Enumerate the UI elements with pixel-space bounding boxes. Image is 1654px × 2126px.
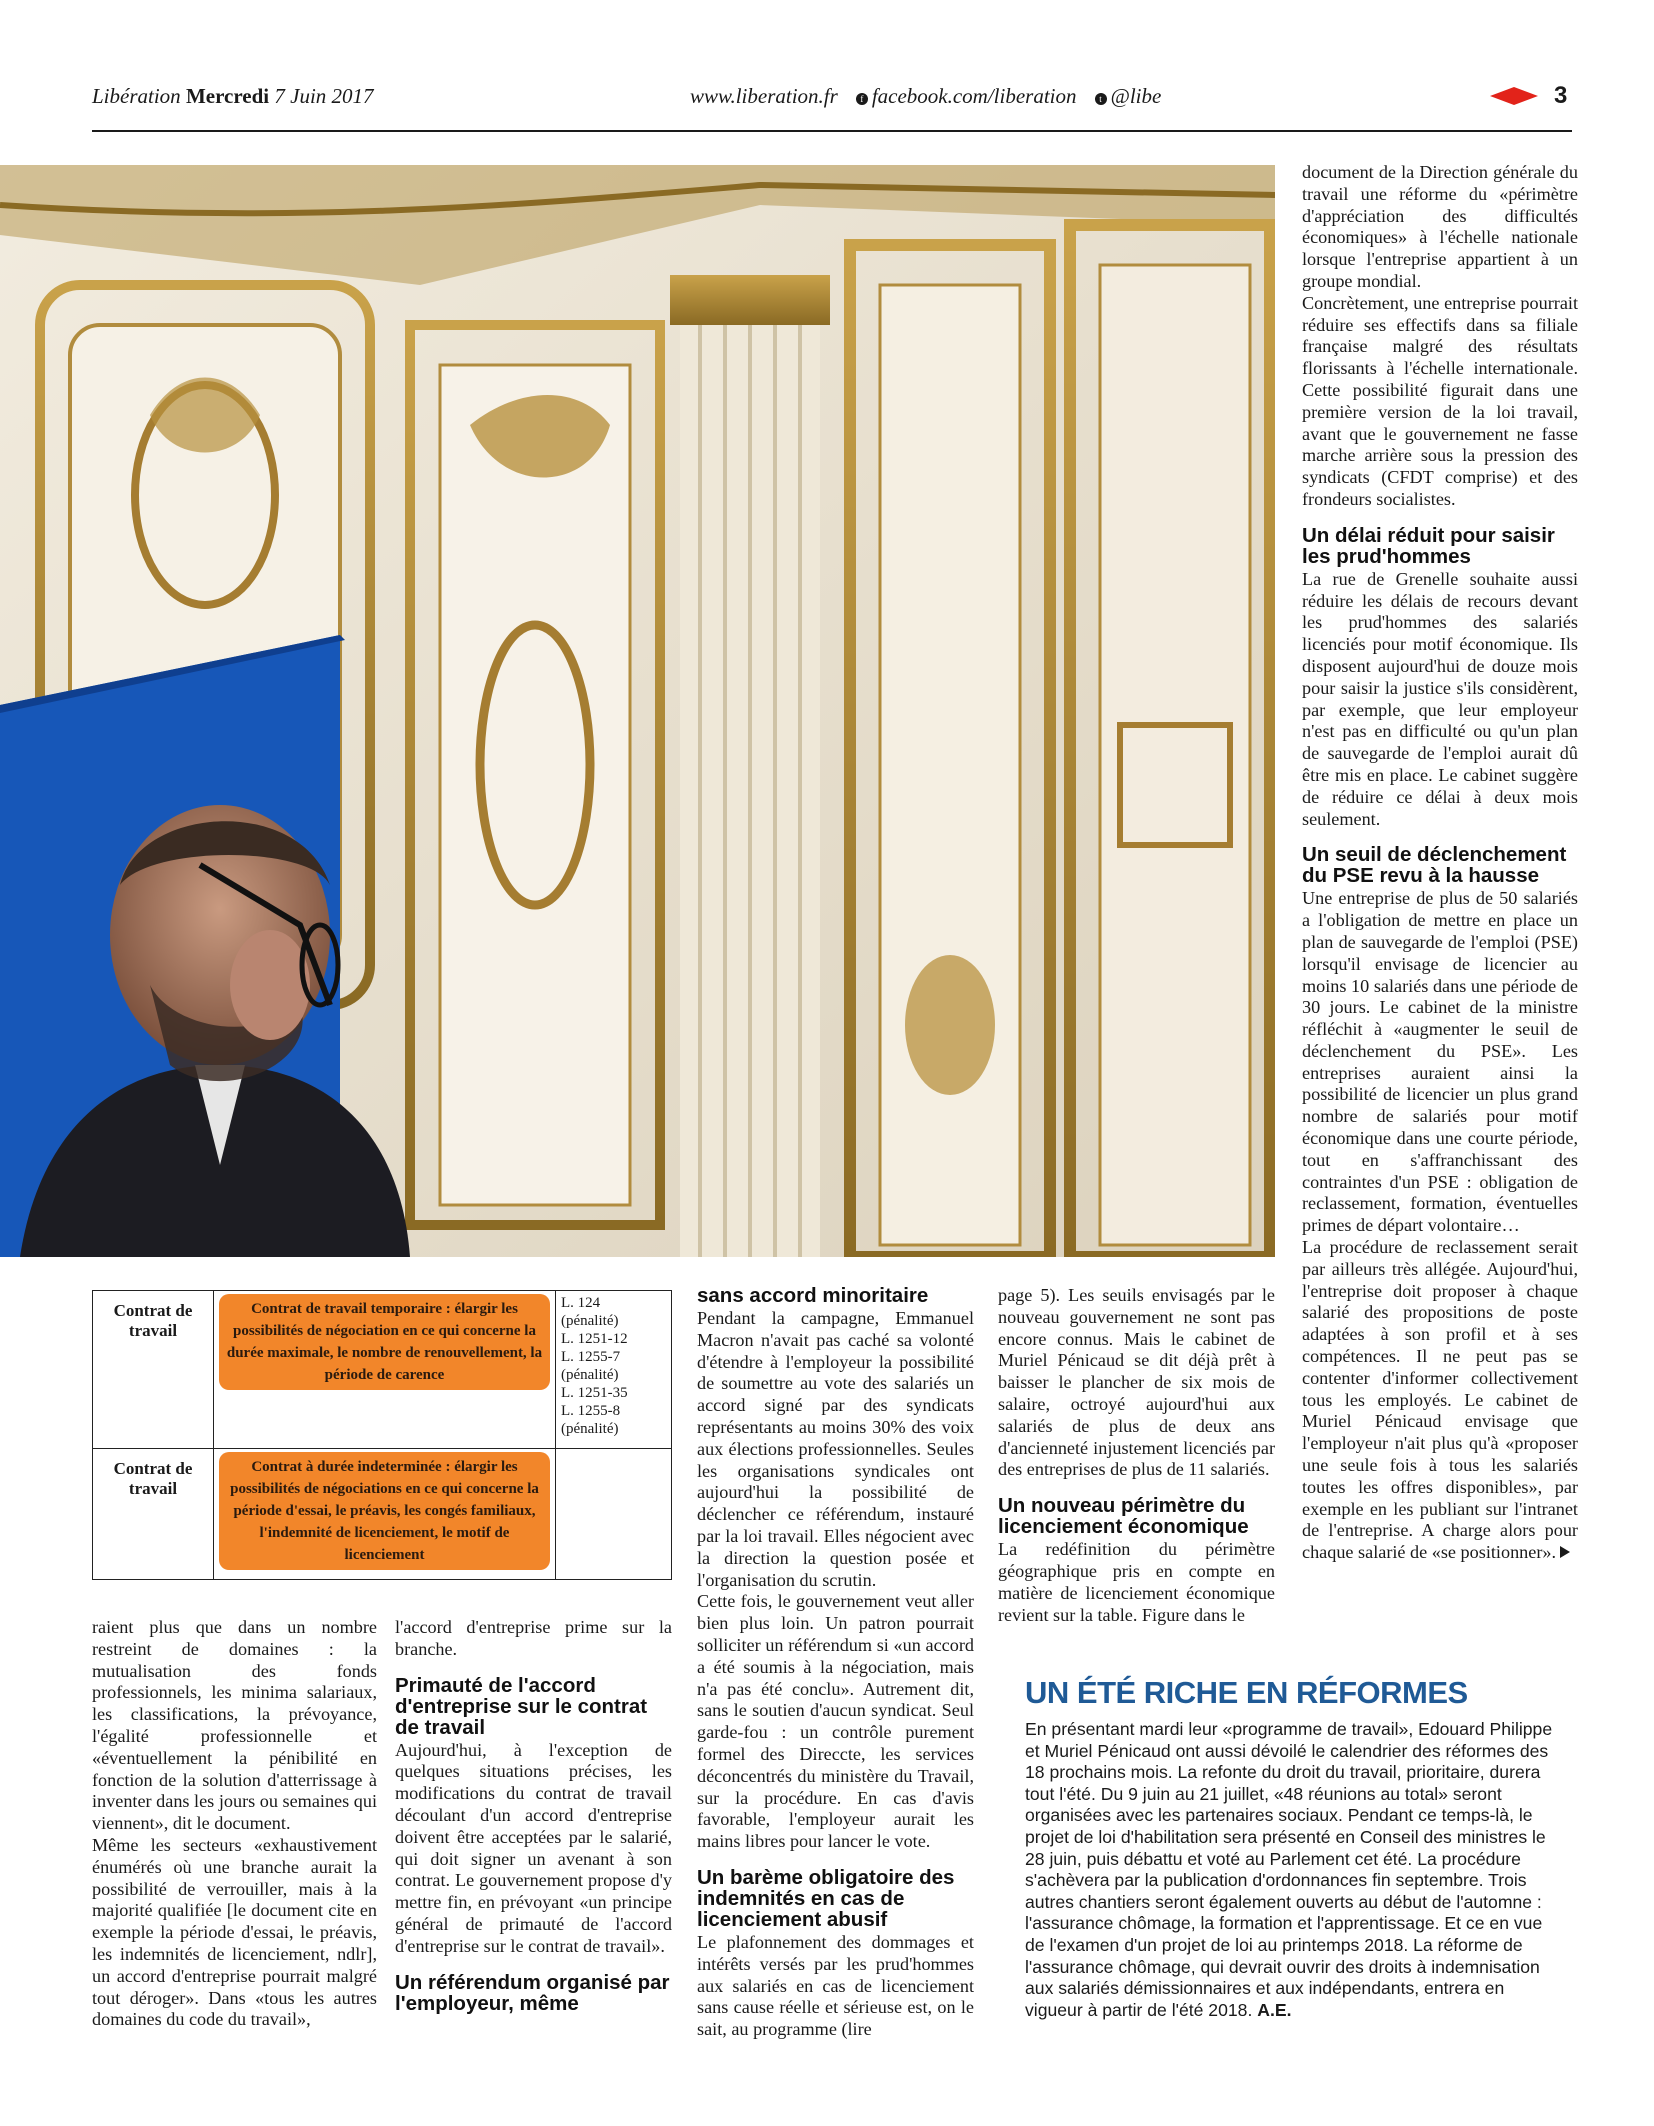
facebook-icon: f (856, 93, 868, 105)
article-paragraph: Cette fois, le gouvernement veut aller bien plus loin. Un patron pourrait solliciter un référendum si «un accord a été soumis à la négociation, mais n'a pas été conclu». Autrement dit, sans le soutien d'aucun syndicat. Seul garde-fou : un contrôle purement formel des Direccte, les services déconcentrés du ministère du Travail, sur la procédure. En cas d'avis favorable, l'employeur aurait les mains libres pour lancer le vote. (697, 1591, 974, 1852)
article-paragraph: La redéfinition du périmètre géographique pris en compte en matière de licenciement économique revient sur la table. Figure dans le (998, 1539, 1275, 1625)
photo-illustration (0, 165, 1275, 1257)
subheading: Un délai réduit pour saisir les prud'hommes (1302, 523, 1555, 568)
article-paragraph: La rue de Grenelle souhaite aussi réduire les délais de recours devant les prud'hommes des salariés licenciés pour motif économique. Ils disposent aujourd'hui de douze mois pour saisir la justice s'ils considèrent, par exemple, que leur employeur n'est pas en difficulté ou qu'un plan de sauvegarde de l'emploi aurait dû être mis en place. Le cabinet suggère de réduire ce délai à deux mois seulement. (1302, 568, 1578, 829)
document-excerpt-table (92, 1290, 672, 1580)
reform-calendar-box (1025, 1675, 1553, 2021)
header-weekday: Mercredi (185, 84, 270, 108)
header-links (690, 84, 1161, 109)
table-cell-text: Contrat à durée indeterminée : élargir les possibilités de négociations en ce qui concerne la période d'essai, le préavis, les congés familiaux, l'indemnité de licenciement, le motif de licenciement (214, 1449, 556, 1580)
author-signature: A.E. (1257, 1999, 1292, 2020)
twitter-link[interactable]: t @libe (1095, 84, 1162, 109)
table-row-label: Contrat de travail (93, 1449, 214, 1580)
page-number: 3 (1554, 82, 1568, 109)
article-paragraph: document de la Direction générale du travail une réforme du «périmètre d'appréciation des difficultés économiques» à l'échelle nationale lorsque l'entreprise appartient à un groupe mondial. (1302, 162, 1578, 291)
end-of-article-icon (1560, 1546, 1570, 1558)
subheading: Un barème obligatoire des indemnités en cas de licenciement abusif (697, 1865, 955, 1931)
subheading: Un seuil de déclenchement du PSE revu à la hausse (1302, 843, 1567, 888)
liberation-logo-icon (1490, 87, 1538, 105)
box-body: En présentant mardi leur «programme de travail», Edouard Philippe et Muriel Pénicaud ont aussi dévoilé le calendrier des réformes des 18 prochains mois. La refonte du droit du travail, prioritaire, durera tout l'été. Du 9 juin au 21 juillet, «48 réunions au total» seront organisées avec les partenaires sociaux. Pendant ce temps-là, le projet de loi d'habilitation sera présenté en Conseil des ministres le 28 juin, puis débattu et voté au Parlement cet été. La procédure s'achèvera par la publication d'ordonnances fin septembre. Trois autres chantiers seront également ouverts au début de l'automne : l'assurance chômage, la formation et l'apprentissage. Et ce en vue de l'examen d'un projet de loi au printemps 2018. La réforme de l'assurance chômage, qui devrait ouvrir des droits à indemnisation aux salariés démissionnaires et aux indépendants, entrera en vigueur à partir de l'été 2018. A.E. (1025, 1719, 1553, 2020)
article-paragraph: La procédure de reclassement serait par ailleurs très allégée. Aujourd'hui, l'entreprise doit proposer à chaque salarié des propositions de poste adaptées à son profil et à ses compétences. Il ne peut pas se contenter d'informer collectivement tous les employés. Le cabinet de Muriel Pénicaud envisage que l'employeur n'ait plus qu'à «proposer une seule fois à tous les salariés toutes les offres disponibles», par exemple en les publiant sur l'intranet de l'entreprise. A charge alors pour chaque salarié de «se positionner». (1302, 1237, 1578, 1563)
article-column-3 (697, 1285, 974, 2041)
facebook-link[interactable]: f facebook.com/liberation (856, 84, 1077, 109)
article-column-5 (1302, 162, 1578, 1564)
article-paragraph: Aujourd'hui, à l'exception de quelques situations précises, les modifications du contrat de travail découlant d'un accord d'entreprise doivent être acceptées par le salarié, qui doit signer un avenant à son contrat. Le gouvernement propose d'y mettre fin, en prévoyant «un principe général de primauté de l'accord d'entreprise sur le contrat de travail». (395, 1739, 672, 1956)
article-paragraph: page 5). Les seuils envisagés par le nouveau gouvernement ne sont pas encore connus. Mais le cabinet de Muriel Pénicaud se dit déjà prêt à baisser le plancher de six mois de salaire, octroyé aujourd'hui aux salariés de plus de deux ans d'ancienneté injustement licenciés par des entreprises de plus de 11 salariés. (998, 1285, 1275, 1480)
table-cell-refs: L. 124 (pénalité) L. 1251-12 L. 1255-7 (pénalité) L. 1251-35 L. 1255-8 (pénalité) (556, 1291, 672, 1449)
table-cell-refs (556, 1449, 672, 1580)
header-rule (92, 130, 1572, 132)
table-row-label: Contrat de travail (93, 1291, 214, 1449)
subheading: Un référendum organisé par l'employeur, même (395, 1970, 670, 2015)
article-column-4 (998, 1285, 1275, 1626)
subheading: Primauté de l'accord d'entreprise sur le contrat de travail (395, 1673, 648, 1739)
subheading: Un nouveau périmètre du licenciement économique (998, 1494, 1249, 1539)
website-link[interactable]: www.liberation.fr (690, 84, 838, 108)
article-paragraph: Même les secteurs «exhaustivement énumérés où une branche aurait la possibilité de verrouiller, mais à la majorité qualifiée [le document cite en exemple la période d'essai, le préavis, les indemnités de licenciement, ndlr], un accord d'entreprise pourrait malgré tout déroger». Dans «tous les autres domaines du code du travail», (92, 1834, 377, 2030)
table-cell-text: Contrat de travail temporaire : élargir les possibilités de négociation en ce qui concerne la durée maximale, le nombre de renouvellement, la période de carence (214, 1291, 556, 1449)
article-column-2 (395, 1617, 672, 2016)
article-paragraph: l'accord d'entreprise prime sur la branche. (395, 1617, 672, 1659)
subheading: sans accord minoritaire (697, 1284, 929, 1307)
header-date: 7 Juin 2017 (274, 84, 374, 108)
article-column-1 (92, 1617, 377, 2031)
header-page (1490, 82, 1567, 110)
photo-edouard-philippe (0, 165, 1275, 1257)
article-paragraph: Pendant la campagne, Emmanuel Macron n'avait pas caché sa volonté d'étendre à l'employeur la possibilité de soumettre au vote des salariés un accord signé par des syndicats représentants au moins 30% des voix aux élections professionnelles. Seules les organisations syndicales ont aujourd'hui la possibilité de déclencher ce référendum, instauré par la loi travail. Elles négocient avec la direction la question posée et l'organisation du scrutin. (697, 1308, 974, 1590)
article-paragraph: Le plafonnement des dommages et intérêts versés par les prud'hommes aux salariés en cas de licenciement sans cause réelle et sérieuse est, on le sait, au programme (lire (697, 1931, 974, 2040)
article-paragraph: Une entreprise de plus de 50 salariés a l'obligation de mettre en place un plan de sauvegarde de l'emploi (PSE) lorsqu'il envisage de licencier au moins 10 salariés dans une période de 30 jours. Le cabinet de la ministre réfléchit à «augmenter le seuil de déclenchement du PSE». Les entreprises auraient ainsi la possibilité de licencier un plus grand nombre de salariés pour motif économique dans une courte période, tout en s'affranchissant des contraintes d'un PSE : obligation de reclassement, formation, éventuelles primes de départ volontaire… (1302, 888, 1578, 1236)
header-publication: Libération Mercredi 7 Juin 2017 (92, 84, 374, 108)
table-row (93, 1291, 672, 1449)
article-paragraph: raient plus que dans un nombre restreint de domaines : la mutualisation des fonds professionnels, les minima salariaux, les classifications, la prévoyance, l'égalité professionnelle et «éventuellement la pénibilité en fonction de la solution d'atterrissage à inventer dans les jours ou semaines qui viennent», dit le document. (92, 1617, 377, 1834)
twitter-icon: t (1095, 93, 1107, 105)
box-title: UN ÉTÉ RICHE EN RÉFORMES (1025, 1675, 1468, 1710)
article-paragraph: Concrètement, une entreprise pourrait réduire ses effectifs dans sa filiale française malgré des résultats florissants à l'échelle internationale. Cette possibilité figurait dans une première version de la loi travail, avant que le gouvernement ne fasse marche arrière sous la pression des syndicats (CFDT comprise) et des frondeurs socialistes. (1302, 292, 1578, 509)
table-row (93, 1449, 672, 1580)
